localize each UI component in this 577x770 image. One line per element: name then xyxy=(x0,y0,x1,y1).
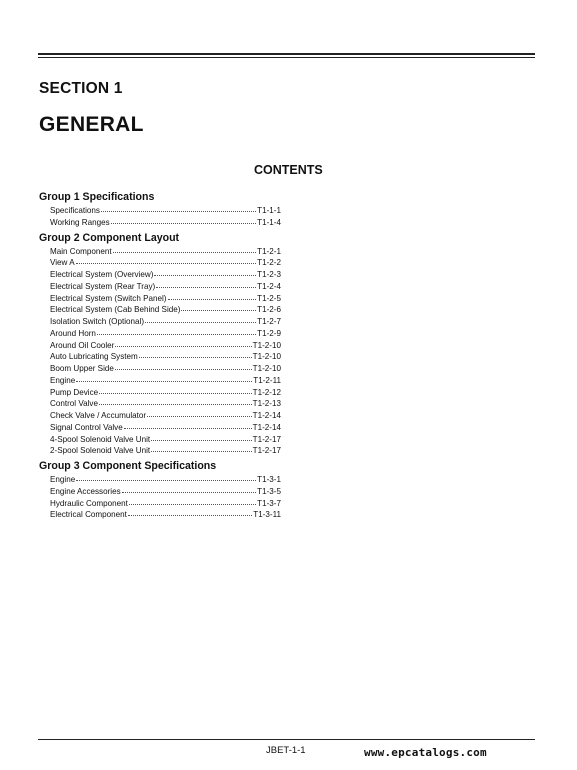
dot-leader xyxy=(151,443,251,452)
dot-leader xyxy=(99,385,252,394)
toc-entry-label: Engine Accessories xyxy=(50,486,121,496)
toc-entry-label: Electrical System (Switch Panel) xyxy=(50,293,167,303)
toc-entry-page: T1-3-5 xyxy=(257,486,281,496)
toc-entry-label: Engine xyxy=(50,475,76,484)
toc-entry-label: Boom Upper Side xyxy=(50,364,114,373)
bottom-rule xyxy=(38,739,535,740)
toc-group-title: Group 3 Component Specifications xyxy=(39,460,217,472)
toc-entry-label: Working Ranges xyxy=(50,217,110,227)
toc-group-title: Group 1 Specifications xyxy=(39,191,155,203)
toc-entry-label: 4-Spool Solenoid Valve Unit xyxy=(50,434,151,444)
top-rule-thick xyxy=(38,53,535,55)
toc-entry-page: T1-2-6 xyxy=(257,305,281,315)
toc-entry-label: 2-Spool Solenoid Valve Unit xyxy=(50,446,151,456)
toc-entry-page: T1-2-14 xyxy=(252,422,281,432)
dot-leader xyxy=(76,255,257,264)
toc-entry-label: Engine xyxy=(50,375,76,385)
toc-entry-page: T1-1-4 xyxy=(257,217,281,227)
dot-leader xyxy=(129,496,256,505)
dot-leader xyxy=(99,396,252,405)
toc-entry-label: Signal Control Valve xyxy=(50,422,123,432)
toc-entry-label: Electrical System (Cab Behind Side) xyxy=(50,305,181,315)
dot-leader xyxy=(115,361,252,370)
table-of-contents xyxy=(39,190,281,523)
toc-entry-page: T1-2-5 xyxy=(257,293,281,303)
dot-leader xyxy=(168,291,257,300)
toc-entry-page: T1-1-1 xyxy=(257,206,281,215)
dot-leader xyxy=(124,420,252,429)
toc-entry-page: T1-3-1 xyxy=(257,475,281,484)
toc-entry-page: T1-2-10 xyxy=(252,340,281,350)
toc-entry-label: Electrical System (Overview) xyxy=(50,270,154,279)
dot-leader xyxy=(122,484,257,493)
toc-entry-page: T1-2-13 xyxy=(252,399,281,409)
toc-entry-label: Hydraulic Component xyxy=(50,498,128,508)
dot-leader xyxy=(151,432,251,441)
section-title: GENERAL xyxy=(39,113,144,136)
dot-leader xyxy=(181,302,256,311)
toc-entry-page: T1-2-4 xyxy=(257,281,281,291)
dot-leader xyxy=(145,314,256,323)
contents-heading: CONTENTS xyxy=(254,163,323,177)
dot-leader xyxy=(76,373,252,382)
toc-entry-page: T1-2-11 xyxy=(253,375,281,385)
toc-entry-page: T1-2-9 xyxy=(257,328,281,338)
toc-entry-page: T1-2-17 xyxy=(252,434,281,444)
dot-leader xyxy=(115,338,251,347)
toc-entry-page: T1-2-3 xyxy=(257,270,281,279)
toc-entry-label: Around Horn xyxy=(50,328,96,338)
toc-group xyxy=(39,459,281,520)
footer-url: www.epcatalogs.com xyxy=(364,746,487,759)
section-label: SECTION 1 xyxy=(39,80,123,97)
dot-leader xyxy=(139,349,252,358)
toc-entry-label: Check Valve / Accumulator xyxy=(50,411,147,420)
dot-leader xyxy=(111,215,256,224)
toc-entry[interactable] xyxy=(39,508,281,520)
toc-entry-label: View A xyxy=(50,258,75,268)
toc-entry-page: T1-2-17 xyxy=(252,446,281,456)
toc-entry-page: T1-2-12 xyxy=(252,387,281,397)
toc-entry-page: T1-2-10 xyxy=(252,352,281,362)
toc-entry-page: T1-3-7 xyxy=(257,498,281,508)
toc-entry-label: Main Component xyxy=(50,246,112,256)
toc-entry-page: T1-2-14 xyxy=(252,411,281,420)
dot-leader xyxy=(147,408,252,417)
toc-group-title: Group 2 Component Layout xyxy=(39,231,180,244)
dot-leader xyxy=(156,279,256,288)
dot-leader xyxy=(154,267,256,276)
toc-entry-label: Specifications xyxy=(50,206,100,215)
toc-group xyxy=(39,190,281,228)
toc-entry-page: T1-3-11 xyxy=(253,510,281,520)
toc-entry-page: T1-2-2 xyxy=(257,258,281,268)
toc-entry-label: Electrical Component xyxy=(50,510,127,520)
toc-entry-label: Pump Device xyxy=(50,387,99,397)
dot-leader xyxy=(97,326,256,335)
dot-leader xyxy=(101,203,256,212)
toc-group xyxy=(39,231,281,457)
toc-entry-label: Auto Lubricating System xyxy=(50,352,138,362)
toc-entry-label: Isolation Switch (Optional) xyxy=(50,317,145,326)
dot-leader xyxy=(76,472,256,481)
toc-entry[interactable] xyxy=(39,216,281,228)
toc-entry-label: Electrical System (Rear Tray) xyxy=(50,281,156,291)
toc-entry-page: T1-2-10 xyxy=(252,364,281,373)
dot-leader xyxy=(128,507,252,516)
toc-entry-page: T1-2-7 xyxy=(257,317,281,326)
toc-entry-label: Control Valve xyxy=(50,399,98,409)
footer-page-code: JBET-1-1 xyxy=(266,745,306,756)
toc-entry[interactable] xyxy=(39,444,281,456)
toc-entry-label: Around Oil Cooler xyxy=(50,340,115,350)
dot-leader xyxy=(113,244,257,253)
top-rule-thin xyxy=(38,57,535,58)
toc-entry-page: T1-2-1 xyxy=(257,246,281,256)
